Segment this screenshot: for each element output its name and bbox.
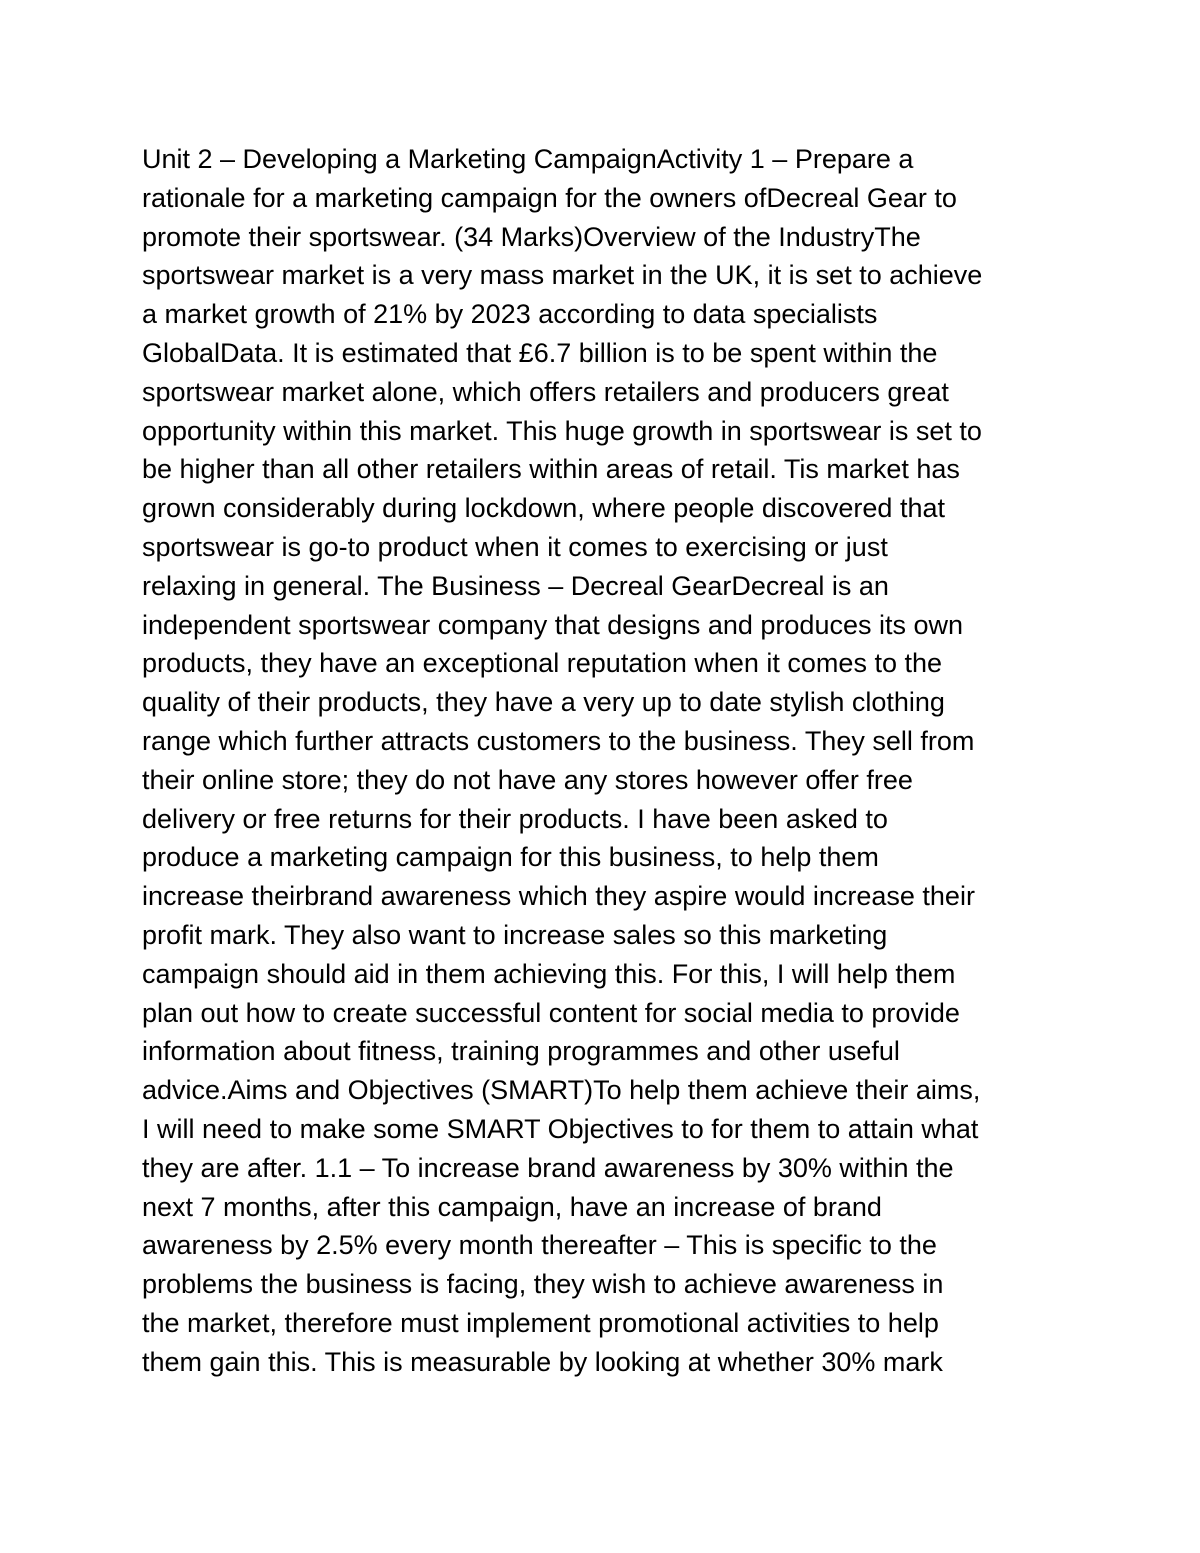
text-line: them gain this. This is measurable by looking at whether 30% mark: [142, 1346, 943, 1377]
text-line: Unit 2 – Developing a Marketing CampaignActivity 1 – Prepare a: [142, 144, 914, 174]
text-line: relaxing in general. The Business – Decreal GearDecreal is an: [142, 570, 889, 601]
text-line: their online store; they do not have any stores however offer free: [142, 764, 913, 795]
text-line: sportswear market is a very mass market in the UK, it is set to achieve: [142, 260, 983, 291]
text-line: sportswear market alone, which offers retailers and producers great: [142, 376, 949, 407]
text-line: be higher than all other retailers within areas of retail. Tis market has: [142, 454, 960, 485]
text-line: quality of their products, they have a very up to date stylish clothing: [142, 687, 945, 718]
text-line: I will need to make some SMART Objectives to for them to attain what: [142, 1113, 979, 1144]
text-line: opportunity within this market. This huge growth in sportswear is set to: [142, 415, 982, 446]
text-line: products, they have an exceptional reputation when it comes to the: [142, 648, 942, 679]
text-line: rationale for a marketing campaign for the owners ofDecreal Gear to: [142, 182, 957, 213]
text-line: a market growth of 21% by 2023 according to data specialists: [142, 299, 878, 330]
text-line: information about fitness, training programmes and other useful: [142, 1036, 900, 1067]
text-line: sportswear is go-to product when it comes to exercising or just: [142, 531, 888, 562]
body-text: [142, 140, 1102, 1382]
text-line: advice.Aims and Objectives (SMART)To help them achieve their aims,: [142, 1075, 981, 1106]
text-line: delivery or free returns for their products. I have been asked to: [142, 803, 888, 834]
text-line: increase theirbrand awareness which they aspire would increase their: [142, 881, 975, 912]
text-line: plan out how to create successful content for social media to provide: [142, 997, 960, 1028]
text-line: grown considerably during lockdown, where people discovered that: [142, 493, 945, 524]
text-line: range which further attracts customers to the business. They sell from: [142, 725, 975, 756]
text-line: the market, therefore must implement promotional activities to help: [142, 1307, 939, 1338]
text-line: problems the business is facing, they wish to achieve awareness in: [142, 1269, 944, 1300]
text-line: promote their sportswear. (34 Marks)Overview of the IndustryThe: [142, 221, 921, 252]
text-line: awareness by 2.5% every month thereafter – This is specific to the: [142, 1230, 937, 1261]
text-line: campaign should aid in them achieving this. For this, I will help them: [142, 958, 956, 989]
text-line: produce a marketing campaign for this business, to help them: [142, 842, 879, 873]
text-line: GlobalData. It is estimated that £6.7 billion is to be spent within the: [142, 337, 938, 368]
text-line: profit mark. They also want to increase sales so this marketing: [142, 919, 888, 950]
text-line: independent sportswear company that designs and produces its own: [142, 609, 964, 640]
text-line: they are after. 1.1 – To increase brand awareness by 30% within the: [142, 1152, 954, 1183]
text-line: next 7 months, after this campaign, have an increase of brand: [142, 1191, 882, 1222]
